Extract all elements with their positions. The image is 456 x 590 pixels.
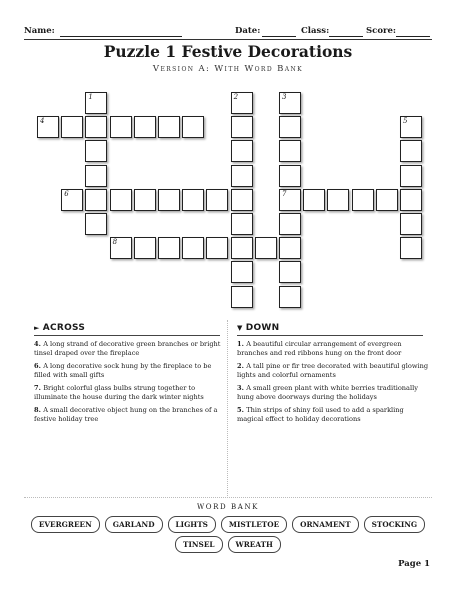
clue-item-number: 6. <box>34 362 44 370</box>
crossword-cell[interactable] <box>279 261 301 283</box>
clue-item-text: Bright colorful glass bulbs strung together to illuminate the house during the dark winter nights <box>34 384 204 401</box>
clue-item <box>34 340 226 358</box>
across-heading: ► ACROSS <box>34 323 86 333</box>
word-bank-word: STOCKING <box>364 516 426 533</box>
crossword-cell[interactable] <box>110 116 132 138</box>
crossword-cell[interactable] <box>376 189 398 211</box>
word-bank-word: GARLAND <box>105 516 163 533</box>
clue-item <box>237 362 429 380</box>
class-label: Class: <box>301 26 330 36</box>
crossword-cell[interactable] <box>279 165 301 187</box>
down-rule <box>237 335 423 336</box>
clue-item-text: A small green plant with white berries traditionally hung above doorways during the holidays <box>237 384 418 401</box>
crossword-cell[interactable] <box>400 213 422 235</box>
crossword-cell[interactable] <box>327 189 349 211</box>
crossword-cell[interactable] <box>158 116 180 138</box>
word-bank-word: TINSEL <box>175 536 222 553</box>
crossword-cell[interactable] <box>85 140 107 162</box>
crossword-cell[interactable] <box>400 237 422 259</box>
class-line[interactable] <box>329 36 363 37</box>
word-bank-word: ORNAMENT <box>292 516 359 533</box>
clue-item <box>237 340 429 358</box>
crossword-cell[interactable] <box>279 237 301 259</box>
crossword-cell[interactable] <box>231 165 253 187</box>
triangle-right-icon: ► <box>34 324 40 332</box>
word-bank-word: WREATH <box>228 536 281 553</box>
clue-item-number: 5. <box>237 406 247 414</box>
crossword-cell[interactable] <box>279 140 301 162</box>
clue-item-number: 3. <box>237 384 247 392</box>
clue-item <box>34 362 226 380</box>
crossword-cell[interactable] <box>134 237 156 259</box>
date-line[interactable] <box>262 36 296 37</box>
down-heading: ▼ DOWN <box>237 323 280 333</box>
page-title: Puzzle 1 Festive Decorations <box>103 42 353 61</box>
crossword-cell[interactable] <box>231 286 253 308</box>
clue-item-text: A tall pine or fir tree decorated with beautiful glowing lights and colorful ornaments <box>237 362 429 379</box>
crossword-cell[interactable] <box>231 189 253 211</box>
score-line[interactable] <box>396 36 430 37</box>
crossword-cell[interactable] <box>158 237 180 259</box>
clue-number: 3 <box>282 93 287 101</box>
crossword-cell[interactable] <box>400 189 422 211</box>
crossword-cell[interactable] <box>400 116 422 138</box>
word-bank-word: MISTLETOE <box>221 516 287 533</box>
word-bank-divider <box>24 497 432 498</box>
down-clue-list <box>237 340 429 428</box>
crossword-cell[interactable] <box>134 116 156 138</box>
clue-number: 8 <box>112 238 118 247</box>
clue-number: 1 <box>88 93 93 101</box>
crossword-cell[interactable] <box>182 189 204 211</box>
page-number: Page 1 <box>398 559 430 569</box>
page-subtitle: Version A: With Word Bank <box>152 64 304 74</box>
clue-number: 2 <box>233 93 239 101</box>
crossword-cell[interactable] <box>231 213 253 235</box>
word-bank-word: EVERGREEN <box>31 516 100 533</box>
clue-item-number: 4. <box>34 340 44 348</box>
crossword-cell[interactable] <box>85 92 107 114</box>
crossword-cell[interactable] <box>400 140 422 162</box>
clue-item-text: Thin strips of shiny foil used to add a sparkling magical effect to holiday decorations <box>237 406 404 423</box>
name-line[interactable] <box>60 36 182 37</box>
clue-item-text: A long decorative sock hung by the fireplace to be filled with small gifts <box>34 362 212 379</box>
crossword-cell[interactable] <box>134 189 156 211</box>
crossword-cell[interactable] <box>110 189 132 211</box>
crossword-cell[interactable] <box>231 261 253 283</box>
header-rule <box>24 39 432 40</box>
clue-number: 6 <box>64 189 69 198</box>
crossword-cell[interactable] <box>279 213 301 235</box>
clue-item <box>34 384 226 402</box>
crossword-cell[interactable] <box>279 286 301 308</box>
crossword-cell[interactable] <box>61 116 83 138</box>
column-divider <box>227 320 228 498</box>
clue-item-number: 1. <box>237 340 247 348</box>
clue-number: 7 <box>282 189 287 198</box>
across-clue-list <box>34 340 226 428</box>
word-bank-word: LIGHTS <box>168 516 216 533</box>
crossword-cell[interactable] <box>37 116 59 138</box>
word-bank-row-2 <box>0 536 456 553</box>
clue-item <box>237 384 429 402</box>
crossword-cell[interactable] <box>206 189 228 211</box>
crossword-cell[interactable] <box>279 189 301 211</box>
date-label: Date: <box>235 26 261 36</box>
crossword-cell[interactable] <box>85 165 107 187</box>
clue-item-text: A small decorative object hung on the branches of a festive holiday tree <box>34 406 218 423</box>
crossword-cell[interactable] <box>231 116 253 138</box>
score-label: Score: <box>366 26 397 36</box>
crossword-cell[interactable] <box>255 237 277 259</box>
clue-item-text: A long strand of decorative green branches or bright tinsel draped over the fireplace <box>34 340 221 357</box>
name-label: Name: <box>24 26 55 36</box>
crossword-cell[interactable] <box>400 165 422 187</box>
crossword-cell[interactable] <box>85 213 107 235</box>
across-rule <box>34 335 220 336</box>
crossword-cell[interactable] <box>279 116 301 138</box>
clue-item <box>34 406 226 424</box>
word-bank-title: WORD BANK <box>197 503 259 511</box>
crossword-cell[interactable] <box>303 189 325 211</box>
crossword-cell[interactable] <box>352 189 374 211</box>
crossword-cell[interactable] <box>110 237 132 259</box>
crossword-cell[interactable] <box>85 116 107 138</box>
clue-item-number: 2. <box>237 362 247 370</box>
crossword-cell[interactable] <box>231 92 253 114</box>
clue-item-text: A beautiful circular arrangement of evergreen branches and red ribbons hung on the front door <box>237 340 402 357</box>
clue-number: 5 <box>403 117 408 126</box>
clue-item-number: 7. <box>34 384 44 392</box>
crossword-cell[interactable] <box>231 237 253 259</box>
word-bank-row-1 <box>0 516 456 533</box>
crossword-cell[interactable] <box>206 237 228 259</box>
triangle-down-icon: ▼ <box>237 324 243 332</box>
clue-number: 4 <box>40 117 45 126</box>
crossword-cell[interactable] <box>85 189 107 211</box>
crossword-cell[interactable] <box>61 189 83 211</box>
crossword-cell[interactable] <box>279 92 301 114</box>
clue-item <box>237 406 429 424</box>
crossword-cell[interactable] <box>231 140 253 162</box>
crossword-cell[interactable] <box>182 237 204 259</box>
clue-item-number: 8. <box>34 406 44 414</box>
crossword-cell[interactable] <box>158 189 180 211</box>
crossword-cell[interactable] <box>182 116 204 138</box>
